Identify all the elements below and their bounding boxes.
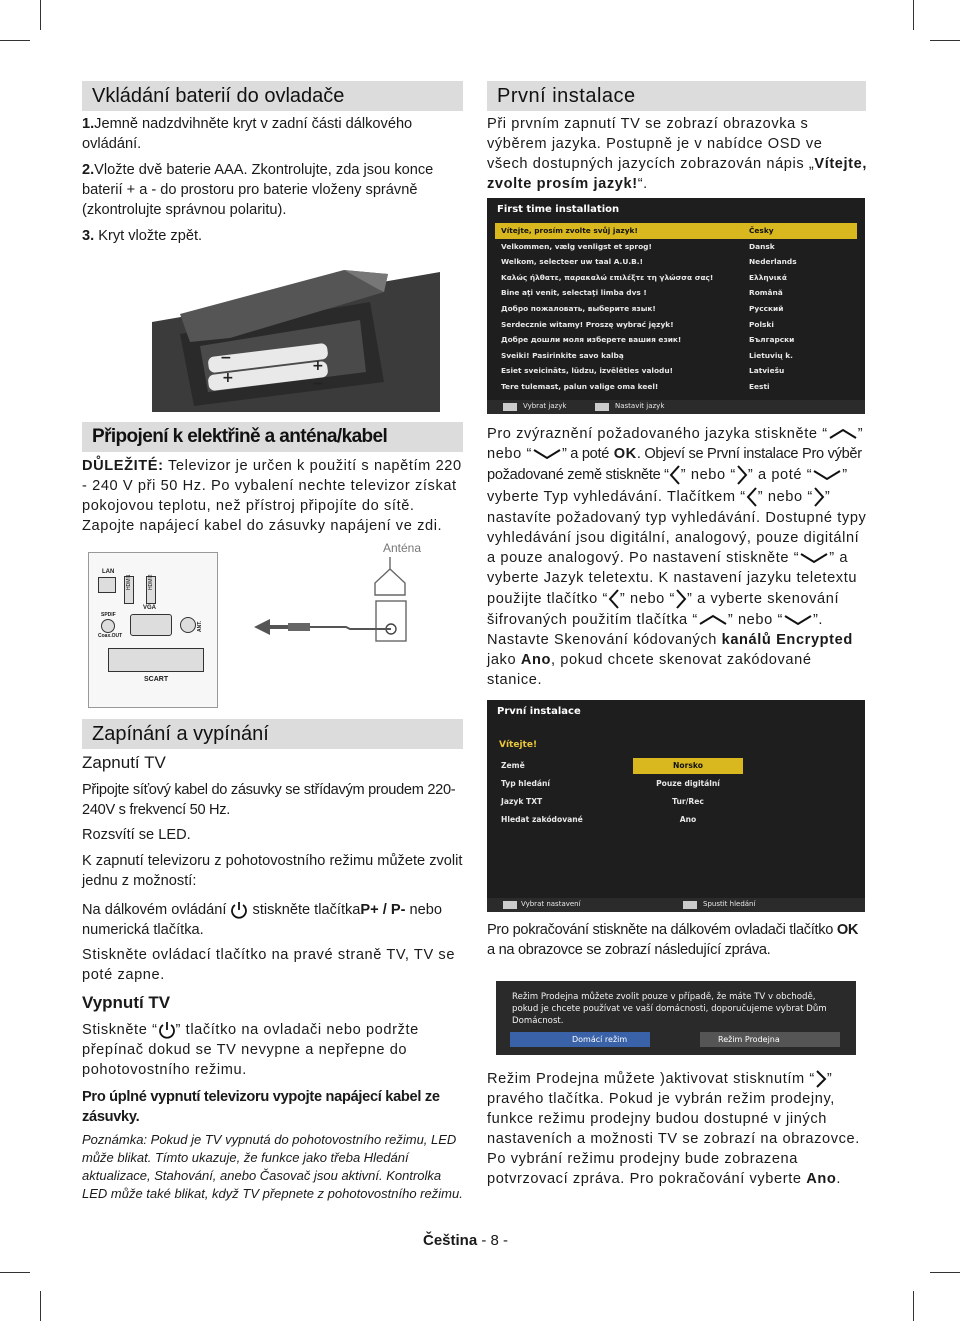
dialog-message: Režim Prodejna můžete zvolit pouze v případě, že máte TV v obchodě, pokud je chcete používat ve vaší domácnosti, doporučujeme vybrat Dům Domácnost. — [512, 992, 827, 1026]
welcome-message: Добре дошли моля изберете вашия език! — [501, 335, 682, 345]
language-name: Latviešu — [749, 366, 785, 376]
ok-key: OK — [613, 446, 637, 462]
crop-mark-bottom-right-h — [930, 1272, 960, 1273]
step-number: 1. — [82, 116, 95, 132]
store-mode-text — [487, 1069, 867, 1189]
first-install-heading: První instalace — [487, 81, 866, 111]
welcome-message: Vítejte, prosím zvolte svůj jazyk! — [501, 226, 638, 235]
footer-language: Čeština — [423, 1232, 478, 1249]
navigate-key-icon — [503, 403, 517, 411]
first-install-text — [487, 114, 867, 194]
language-row[interactable] — [495, 285, 857, 301]
channel-keys: P+ / P- — [360, 902, 406, 918]
page-number: - 8 - — [481, 1232, 509, 1249]
footer-right-label: Nastavit jazyk — [615, 402, 665, 410]
crop-mark-bottom-left-h — [0, 1272, 30, 1273]
spdif-label: SPDIF — [101, 612, 116, 618]
lan-port — [98, 577, 116, 593]
intro-text: Při prvním zapnutí TV se zobrazí obrazovka s výběrem jazyka. Postupně je v nabídce OSD ve všech dostupných jazycích zobrazován nápis „ — [487, 116, 823, 172]
left-arrow-icon — [608, 588, 620, 610]
continue-c: a na obrazovce se zobrazí následující zpráva. — [487, 942, 771, 958]
remote-battery-illustration — [140, 262, 464, 414]
step-text: Kryt vložte zpět. — [98, 228, 203, 244]
quote: “ — [807, 488, 813, 505]
power-icon — [158, 1021, 176, 1039]
step-number: 3. — [82, 228, 95, 244]
or-text: ” nebo “ — [680, 466, 736, 483]
power-off-subheading: Vypnutí TV — [82, 993, 171, 1012]
t2b: ” vyberte Typ vyhledávání. Tlačítkem “ — [487, 466, 848, 505]
language-name: Dansk — [749, 241, 775, 251]
crop-mark-top-right-h — [930, 40, 960, 41]
vga-label: VGA — [143, 605, 157, 611]
first-installation-screen — [487, 700, 865, 912]
coax-label: Coax.OUT — [98, 633, 123, 639]
power-on-p5: Stiskněte ovládací tlačítko na pravé straně TV, TV se poté zapne. — [82, 947, 456, 983]
down-arrow-icon — [799, 552, 829, 564]
power-off-p6 — [82, 1020, 463, 1080]
setting-label: Typ hledání — [501, 779, 551, 788]
down-arrow-icon — [783, 614, 813, 626]
standby-text: ” tlačítko na ovladači nebo podržte přepínač dokud se TV nevypne a nepřepne do pohotovostního režimu. — [82, 1022, 419, 1078]
language-selection-screen — [487, 198, 865, 414]
ok-key: OK — [836, 922, 859, 938]
left-arrow-icon — [746, 486, 758, 508]
osd-footer — [487, 400, 865, 414]
language-row[interactable] — [495, 332, 857, 348]
language-name: Русский — [749, 303, 784, 313]
setting-value: Tur/Rec — [672, 797, 704, 806]
continue-a: Pro pokračování stiskněte na dálkovém ovladači tlačítko — [487, 922, 834, 938]
antenna-cable-illustration — [250, 555, 425, 645]
osd-title: První instalace — [497, 706, 581, 717]
numeric-text: nebo numerická tlačítka. — [82, 902, 442, 938]
language-name: Български — [749, 335, 795, 345]
setting-label: Jazyk TXT — [501, 797, 543, 806]
ant-label: ANT. — [197, 620, 203, 632]
battery-step-2 — [82, 160, 463, 220]
right-arrow-icon — [736, 464, 748, 486]
onoff-heading: Zapínání a vypínání — [82, 719, 463, 749]
antenna-label: Anténa — [383, 541, 422, 555]
home-mode-button[interactable]: Domácí režim — [510, 1032, 650, 1047]
store-mode-button[interactable]: Režim Prodejna — [700, 1032, 840, 1047]
crop-mark-bottom-left-v — [40, 1291, 41, 1321]
power-connect-text — [82, 456, 463, 536]
power-on-p1: Připojte síťový kabel do zásuvky se střídavým proudem 220-240V s frekvencí 50 Hz. — [82, 782, 456, 818]
or-text: ” nebo “ — [727, 612, 783, 628]
language-row[interactable] — [495, 223, 857, 239]
remote-text: Na dálkovém ovládání — [82, 902, 227, 918]
vga-port — [130, 614, 172, 636]
up-arrow-icon — [698, 614, 728, 626]
ok-key-icon — [683, 901, 697, 909]
step-text: Jemně nadzdvihněte kryt v zadní části dálkového ovládání. — [82, 116, 413, 152]
setting-row[interactable] — [499, 794, 853, 810]
language-name: Polski — [749, 319, 774, 329]
language-name: Ελληνικά — [749, 272, 787, 282]
scart-label: SCART — [144, 676, 169, 683]
or-text: ” nebo — [757, 488, 803, 505]
press-text: Stiskněte “ — [82, 1022, 158, 1038]
up-arrow-icon — [828, 428, 858, 440]
setting-value: Norsko — [633, 758, 743, 774]
period: . — [836, 1171, 842, 1188]
press-text: stiskněte tlačítka — [252, 902, 361, 918]
settings-list — [499, 758, 853, 830]
language-row[interactable] — [495, 348, 857, 364]
language-name: Eesti — [749, 381, 770, 391]
voltage-line: Televizor je určen k použití s napětím 220 - 240 V při 50 Hz. — [82, 458, 462, 494]
batteries-heading: Vkládání baterií do ovladače — [82, 81, 463, 111]
t1a: Pro zvýraznění požadovaného jazyka stiskněte — [487, 426, 818, 442]
language-name: Lietuvių k. — [749, 350, 793, 360]
welcome-message: Esiet sveicināts, lūdzu, izvēlēties valodu! — [501, 366, 673, 376]
footer-left-label: Vybrat nastavení — [521, 900, 581, 908]
setting-label: Země — [501, 761, 525, 770]
right-arrow-icon — [675, 588, 687, 610]
setting-row[interactable] — [499, 758, 853, 774]
then-text: ” a poté — [747, 466, 803, 483]
setting-row[interactable] — [499, 812, 853, 828]
t3b: ” nastavíte požadovaný typ vyhledávání. Dostupné typy vyhledávání jsou digitální, analogový, pouze digitální a pouze analogový. Po nastavení stiskněte — [487, 488, 867, 566]
footer-right-label: Spustit hledání — [703, 900, 756, 908]
lan-label: LAN — [102, 569, 115, 575]
important-label: DŮLEŽITÉ: — [82, 458, 164, 474]
right-arrow-icon — [813, 486, 825, 508]
setting-value: Pouze digitální — [656, 779, 720, 788]
page-footer — [423, 1232, 508, 1249]
battery-step-3 — [82, 226, 463, 246]
t4d: ” a vyberte skenování šifrovaných použitím tlačítka “ — [487, 590, 840, 628]
power-off-p7: Pro úplné vypnutí televizoru vypojte napájecí kabel ze zásuvky. — [82, 1089, 440, 1125]
quote: “ — [806, 466, 813, 483]
welcome-message: Sveiki! Pasirinkite savo kalbą — [501, 350, 624, 360]
setting-label: Hledat zakódované — [501, 815, 583, 824]
welcome-message: Welkom, selecteer uw taal A.U.B.! — [501, 257, 643, 267]
battery-step-1 — [82, 114, 463, 154]
welcome-message: Tere tulemast, palun valige oma keel! — [501, 381, 659, 391]
power-icon — [230, 901, 248, 919]
welcome-phrase: Vítejte, zvolte prosím jazyk! — [487, 156, 868, 192]
welcome-message: Bine aţi venit, selectaţi limba dvs ! — [501, 288, 647, 298]
language-row[interactable] — [495, 363, 857, 379]
store-b: ” pravého tlačítka. Pokud je vybrán režim prodejny, funkce režimu prodejny budou dostupné v jiných nastaveních a možnosti TV se zobrazí na obrazovce. Po vybrání režimu prodejny bude zobrazena potvrzovací zpráva. Pro pokračování vyberte — [487, 1071, 860, 1188]
power-on-p3: K zapnutí televizoru z pohotovostního režimu můžete zvolit jednu z možností: — [82, 853, 463, 889]
welcome-message: Serdecznie witamy! Proszę wybrać język! — [501, 319, 674, 329]
crop-mark-top-right-v — [913, 0, 914, 30]
t4f: ”. Nastavte Skenování kódovaných — [487, 612, 824, 648]
language-name: Nederlands — [749, 257, 797, 267]
as-text: jako — [487, 652, 517, 668]
scart-port — [108, 648, 204, 672]
power-on-p2: Rozsvítí se LED. — [82, 827, 191, 843]
hdmi2-label: HDMI2 — [148, 574, 154, 590]
power-on-subheading: Zapnutí TV — [82, 753, 166, 772]
language-list — [495, 223, 857, 395]
t1e: . Objeví se První instalace Pro výběr požadované země stiskněte “ — [487, 446, 862, 483]
welcome-message: Добро пожаловать, выберите язык! — [501, 303, 656, 313]
language-row[interactable] — [495, 379, 857, 395]
then-text: ” a poté — [561, 446, 610, 462]
quote-end: “. — [637, 176, 648, 192]
setting-value: Ano — [679, 815, 697, 824]
hdmi1-label: HDMI1 — [126, 574, 132, 590]
down-arrow-icon — [812, 469, 842, 481]
power-connect-heading: Připojení k elektřině a anténa/kabel — [82, 422, 463, 452]
osd-footer — [487, 898, 865, 912]
navigate-key-icon — [503, 901, 517, 909]
down-arrow-icon — [532, 448, 562, 460]
language-name: Česky — [749, 226, 774, 235]
svg-text:+: + — [222, 370, 234, 386]
svg-text:+: + — [312, 358, 324, 374]
welcome-text: Vítejte! — [499, 740, 538, 750]
continue-text — [487, 920, 867, 960]
step-text: Vložte dvě baterie AAA. Zkontrolujte, zda jsou konce baterií + a - do prostoru pro baterie vloženy správně (zkontrolujte správnou polaritu). — [82, 162, 434, 218]
ok-key-icon — [595, 403, 609, 411]
or-text: ” nebo “ — [619, 590, 676, 607]
crop-mark-top-left-h — [0, 40, 30, 41]
standby-note: Poznámka: Pokud je TV vypnutá do pohotovostního režimu, LED může blikat. Tímto ukazuje, že funkce jako třeba Hledání aktualizace, Stahování, anebo Časovač jsou aktivní. Kontrolka LED může také blikat, když TV přepnete z pohotovostního režimu. — [82, 1132, 463, 1201]
store-a: Režim Prodejna můžete )aktivovat stisknutím “ — [487, 1071, 815, 1087]
encrypted-label: kanálů Encrypted — [721, 632, 853, 648]
unpack-line: Po vybalení nechte televizor získat pokojovou teplotu, než přístroj připojíte do sítě. Zapojte napájecí kabel do zásuvky napájení ve zdi. — [82, 478, 457, 534]
spdif-port — [101, 619, 115, 633]
language-row[interactable] — [495, 301, 857, 317]
svg-text:−: − — [312, 376, 324, 392]
step-number: 2. — [82, 162, 95, 178]
crop-mark-bottom-right-v — [913, 1291, 914, 1321]
language-row[interactable] — [495, 239, 857, 255]
welcome-message: Καλώς ήλθατε, παρακαλώ επιλέξτε τη γλώσσα σας! — [501, 272, 714, 282]
welcome-message: Velkommen, vælg venligst et sprog! — [501, 241, 652, 251]
language-row[interactable] — [495, 270, 857, 286]
left-arrow-icon — [669, 464, 681, 486]
setting-row[interactable] — [499, 776, 853, 792]
t4j: , pokud chcete skenovat zakódované stanice. — [487, 652, 812, 688]
language-row[interactable] — [495, 317, 857, 333]
language-name: Română — [749, 288, 783, 298]
power-on-p4 — [82, 900, 463, 940]
footer-left-label: Vybrat jazyk — [523, 402, 567, 410]
svg-text:−: − — [220, 350, 232, 366]
language-row[interactable] — [495, 254, 857, 270]
store-mode-dialog — [496, 981, 856, 1055]
selection-instructions: Pro zvýraznění požadovaného jazyka stiskněte “ ” nebo “ ” a poté OK. Objeví se První instalace Pro výběr požadované země stiskněte “ ” nebo “ ” a poté “ ” vyberte Typ vyhledávání. Tlačítkem “ ” nebo “ ” nastavíte požadovaný typ vyhledávání. Dostupné typy vyhledávání jsou digitální, analogový, pouze digitální a pouze analogový. Po nastavení stiskněte “ ” a vyberte Jazyk teletextu. K nastavení jazyku teletextu použijte tlačítko “ ” nebo “ ” a vyberte skenování šifrovaných použitím tlačítka “ ” nebo “ ”. Nastavte Skenování kódovaných kanálů Encrypted jako Ano, pokud chcete skenovat zakódované stanice. — [487, 426, 867, 688]
right-arrow-icon — [815, 1069, 827, 1089]
yes-label: Ano — [520, 652, 551, 668]
quote: “ — [793, 550, 800, 566]
ant-port — [180, 617, 196, 633]
yes-label: Ano — [806, 1171, 837, 1188]
t4b: ” a vyberte Jazyk teletextu. K nastavení jazyku teletextu použijte tlačítko “ — [487, 550, 858, 607]
osd-title: First time installation — [497, 204, 620, 215]
crop-mark-top-left-v — [40, 0, 41, 30]
or-text: ” nebo “ — [487, 426, 864, 462]
